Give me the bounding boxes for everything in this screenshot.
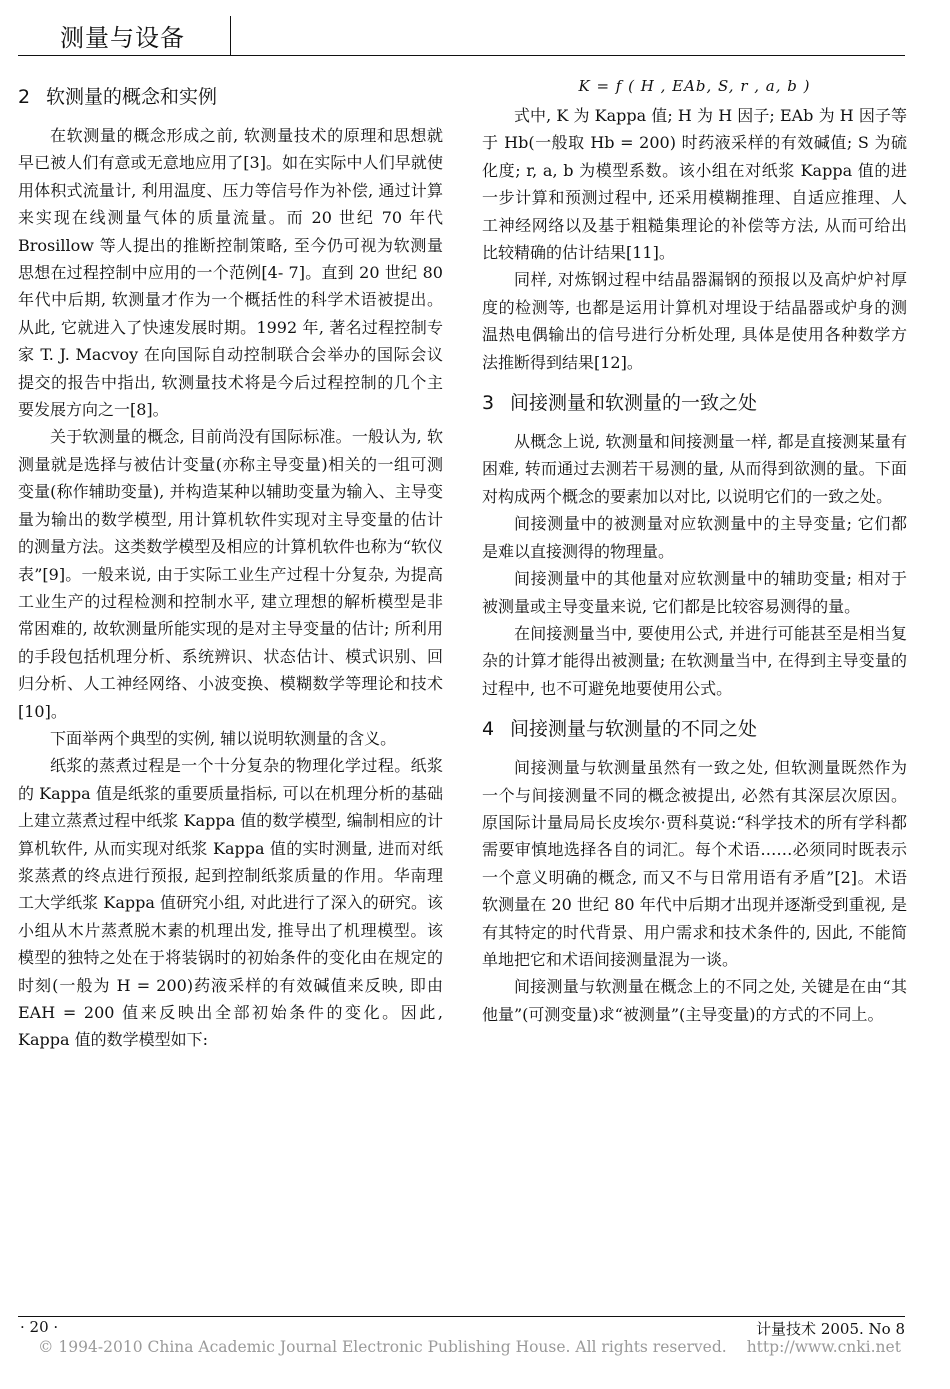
header-divider bbox=[230, 16, 231, 56]
section-title: 间接测量与软测量的不同之处 bbox=[510, 718, 758, 741]
copyright-text: © 1994-2010 China Academic Journal Electronic Publishing House. All rights reserved. bbox=[38, 1338, 727, 1356]
section-title: 软测量的概念和实例 bbox=[46, 86, 218, 108]
section-4-heading bbox=[482, 714, 907, 744]
running-header-title: 测量与设备 bbox=[60, 24, 185, 52]
header-rule bbox=[18, 55, 905, 56]
cnki-link[interactable]: http://www.cnki.net bbox=[746, 1338, 901, 1356]
section-3-heading bbox=[482, 388, 907, 418]
paragraph: 下面举两个典型的实例, 辅以说明软测量的含义。 bbox=[50, 728, 397, 748]
section-2-heading bbox=[18, 82, 443, 112]
section-title: 间接测量和软测量的一致之处 bbox=[510, 392, 758, 415]
paragraph: 在软测量的概念形成之前, 软测量技术的原理和思想就早已被人们有意或无意地应用了[3]。如在实际中人们早就使用体积式流量计, 利用温度、压力等信号作为补偿, 通过计算来实现在线测量气体的质量流量。而 20 世纪 70 年代 Brosillow 等人提出的推断控制策略, 至今仍可视为软测量思想在过程控制中应用的一个范例[4- 7]。直到 20 世纪 80 年代中后期, 软测量才作为一个概括性的科学术语被提出。从此, 它就进入了快速发展时期。1992 年, 著名过程控制专家 T. J. Macvoy 在向国际自动控制联合会举办的国际会议提交的报告中指出, 软测量技术将是今后过程控制的几个主要发展方向之一[8]。 bbox=[18, 126, 443, 420]
section-number: 3 bbox=[482, 392, 495, 415]
page-number: · 20 · bbox=[20, 1318, 59, 1336]
paragraph: 在间接测量当中, 要使用公式, 并进行可能甚至是相当复杂的计算才能得出被测量; 在软测量当中, 在得到主导变量的过程中, 也不可避免地要使用公式。 bbox=[482, 623, 907, 698]
footer-rule bbox=[18, 1316, 905, 1317]
paragraph: 纸浆的蒸煮过程是一个十分复杂的物理化学过程。纸浆的 Kappa 值是纸浆的重要质量指标, 可以在机理分析的基础上建立蒸煮过程中纸浆 Kappa 值的数学模型, 编制相应的计算机软件, 从而实现对纸浆 Kappa 值的实时测量, 进而对纸浆蒸煮的终点进行预报, 起到控制纸浆质量的作用。华南理工大学纸浆 Kappa 值研究小组, 对此进行了深入的研究。该小组从木片蒸煮脱木素的机理出发, 推导出了机理模型。该模型的独特之处在于将装锅时的初始条件的变化由在规定的时刻(一般为 H = 200)药液采样的有效碱值来反映, 即由 EAH = 200 值来反映出全部初始条件的变化。因此, Kappa 值的数学模型如下: bbox=[18, 756, 443, 1050]
page-header bbox=[0, 0, 950, 62]
copyright-line bbox=[38, 1338, 901, 1356]
right-column bbox=[482, 74, 907, 1028]
paragraph: 同样, 对炼钢过程中结晶器漏钢的预报以及高炉炉衬厚度的检测等, 也都是运用计算机对埋设于结晶器或炉身的测温热电偶输出的信号进行分析处理, 具体是使用各种数学方法推断得到结果[12]。 bbox=[482, 270, 907, 372]
paragraph: 从概念上说, 软测量和间接测量一样, 都是直接测某量有困难, 转而通过去测若干易测的量, 从而得到欲测的量。下面对构成两个概念的要素加以对比, 以说明它们的一致之处。 bbox=[482, 432, 907, 506]
section-number: 4 bbox=[482, 718, 495, 741]
paragraph: 间接测量与软测量在概念上的不同之处, 关键是在由“其他量”(可测变量)求“被测量”(主导变量)的方式的不同上。 bbox=[482, 977, 907, 1024]
journal-issue: 计量技术 2005. No 8 bbox=[756, 1320, 905, 1338]
kappa-formula: K = f ( H , EAb, S, r , a, b ) bbox=[578, 77, 811, 95]
paragraph: 间接测量与软测量虽然有一致之处, 但软测量既然作为一个与间接测量不同的概念被提出, 必然有其深层次原因。原国际计量局局长皮埃尔·贾科莫说:“科学技术的所有学科都需要审慎地选择各自的词汇。每个术语……必须同时既表示一个意义明确的概念, 而又不与日常用语有矛盾”[2]。术语软测量在 20 世纪 80 年代中后期才出现并逐渐受到重视, 是有其特定的时代背景、用户需求和技术条件的, 因此, 不能简单地把它和术语间接测量混为一谈。 bbox=[482, 758, 907, 969]
paragraph: 间接测量中的被测量对应软测量中的主导变量; 它们都是难以直接测得的物理量。 bbox=[482, 514, 907, 561]
paragraph: 式中, K 为 Kappa 值; H 为 H 因子; EAb 为 H 因子等于 Hb(一般取 Hb = 200) 时药液采样的有效碱值; S 为硫化度; r, a, b 为模型系数。该小组在对纸浆 Kappa 值的进一步计算和预测过程中, 还采用模糊推理、自适应推理、人工神经网络以及基于粗糙集理论的补偿等方法, 从而可给出比较精确的估计结果[11]。 bbox=[482, 106, 907, 263]
paragraph: 间接测量中的其他量对应软测量中的辅助变量; 相对于被测量或主导变量来说, 它们都是比较容易测得的量。 bbox=[482, 569, 907, 616]
paragraph: 关于软测量的概念, 目前尚没有国际标准。一般认为, 软测量就是选择与被估计变量(亦称主导变量)相关的一组可测变量(称作辅助变量), 并构造某种以辅助变量为输入、主导变量为输出的数学模型, 用计算机软件实现对主导变量的估计的测量方法。这类数学模型及相应的计算机软件也称为“软仪表”[9]。一般来说, 由于实际工业生产过程十分复杂, 为提高工业生产的过程检测和控制水平, 建立理想的解析模型是非常困难的, 故软测量所能实现的是对主导变量的估计; 所利用的手段包括机理分析、系统辨识、状态估计、模式识别、回归分析、人工神经网络、小波变换、模糊数学等理论和技术[10]。 bbox=[18, 427, 443, 721]
left-column bbox=[18, 74, 443, 1054]
section-number: 2 bbox=[18, 86, 31, 108]
